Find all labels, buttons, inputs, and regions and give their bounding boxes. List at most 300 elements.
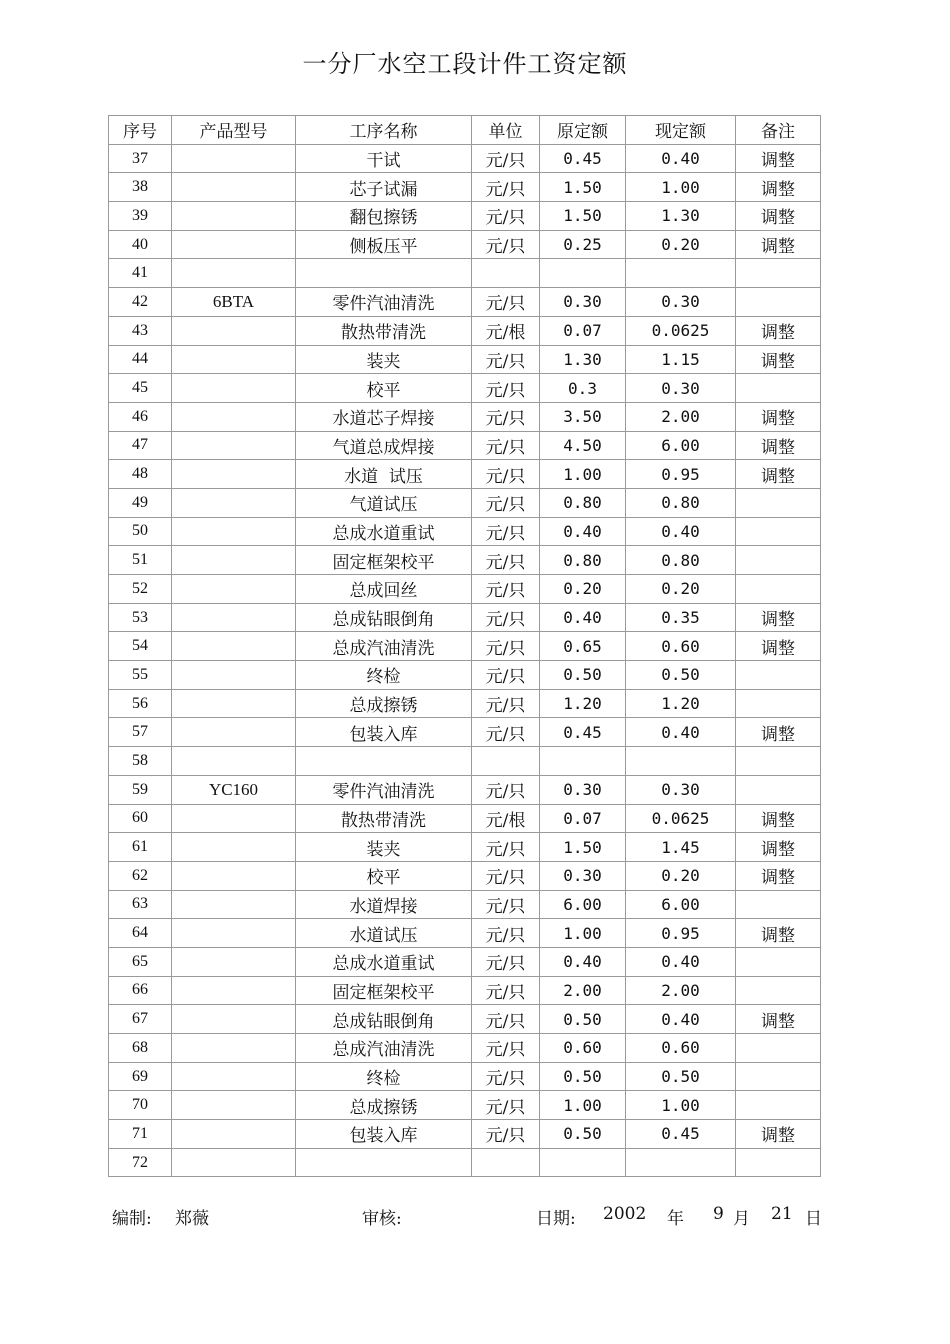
cell-new-quota: 2.00: [626, 402, 736, 431]
cell-old-quota: 0.50: [540, 1062, 626, 1091]
cell-new-quota: 6.00: [626, 890, 736, 919]
cell-new-quota: [626, 259, 736, 288]
table-row: [109, 460, 821, 489]
date-month-unit: 月: [733, 1209, 750, 1229]
cell-seq: 71: [109, 1120, 172, 1149]
cell-unit: 元/根: [472, 316, 540, 345]
cell-new-quota: 0.40: [626, 1005, 736, 1034]
cell-process: 总成汽油清洗: [296, 632, 472, 661]
table-row: [109, 345, 821, 374]
cell-unit: 元/只: [472, 1091, 540, 1120]
cell-old-quota: 6.00: [540, 890, 626, 919]
cell-seq: 57: [109, 718, 172, 747]
cell-unit: 元/只: [472, 144, 540, 173]
table-row: [109, 689, 821, 718]
cell-process: 翻包擦锈: [296, 202, 472, 231]
cell-old-quota: 0.80: [540, 488, 626, 517]
cell-unit: [472, 747, 540, 776]
cell-unit: 元/只: [472, 919, 540, 948]
cell-new-quota: 6.00: [626, 431, 736, 460]
cell-new-quota: 0.50: [626, 1062, 736, 1091]
table-row: [109, 374, 821, 403]
cell-unit: 元/根: [472, 804, 540, 833]
cell-new-quota: 2.00: [626, 976, 736, 1005]
cell-unit: 元/只: [472, 890, 540, 919]
cell-note: 调整: [736, 173, 821, 202]
cell-note: [736, 661, 821, 690]
cell-new-quota: 0.80: [626, 488, 736, 517]
cell-new-quota: 0.40: [626, 517, 736, 546]
cell-model: [172, 661, 296, 690]
cell-unit: 元/只: [472, 947, 540, 976]
cell-process: 固定框架校平: [296, 976, 472, 1005]
cell-process: 总成汽油清洗: [296, 1034, 472, 1063]
cell-seq: 53: [109, 603, 172, 632]
cell-process: 装夹: [296, 833, 472, 862]
cell-unit: 元/只: [472, 689, 540, 718]
cell-old-quota: [540, 1148, 626, 1177]
cell-new-quota: 0.30: [626, 288, 736, 317]
cell-model: [172, 460, 296, 489]
cell-process: 总成钻眼倒角: [296, 1005, 472, 1034]
cell-note: 调整: [736, 718, 821, 747]
cell-unit: 元/只: [472, 1034, 540, 1063]
table-row: [109, 517, 821, 546]
cell-new-quota: [626, 747, 736, 776]
table-row: [109, 976, 821, 1005]
cell-old-quota: 0.80: [540, 546, 626, 575]
table-row: [109, 546, 821, 575]
cell-note: [736, 288, 821, 317]
cell-new-quota: 0.0625: [626, 316, 736, 345]
cell-old-quota: 0.40: [540, 603, 626, 632]
cell-note: 调整: [736, 632, 821, 661]
cell-seq: 47: [109, 431, 172, 460]
date-year: 2002: [603, 1204, 647, 1224]
cell-model: [172, 517, 296, 546]
cell-process: 终检: [296, 1062, 472, 1091]
cell-old-quota: 0.20: [540, 575, 626, 604]
cell-model: [172, 431, 296, 460]
cell-note: [736, 747, 821, 776]
cell-unit: 元/只: [472, 833, 540, 862]
cell-new-quota: 0.30: [626, 374, 736, 403]
table-row: [109, 173, 821, 202]
cell-new-quota: [626, 1148, 736, 1177]
cell-process: 校平: [296, 374, 472, 403]
cell-process: 总成水道重试: [296, 947, 472, 976]
cell-process: 水道芯子焊接: [296, 402, 472, 431]
table-row: [109, 1062, 821, 1091]
cell-unit: [472, 259, 540, 288]
cell-old-quota: 1.50: [540, 173, 626, 202]
cell-model: [172, 632, 296, 661]
cell-seq: 58: [109, 747, 172, 776]
table-row: [109, 230, 821, 259]
cell-old-quota: 1.00: [540, 460, 626, 489]
cell-old-quota: [540, 747, 626, 776]
cell-process: 侧板压平: [296, 230, 472, 259]
cell-note: [736, 1034, 821, 1063]
table-row: [109, 575, 821, 604]
cell-note: 调整: [736, 345, 821, 374]
cell-unit: 元/只: [472, 431, 540, 460]
cell-seq: 52: [109, 575, 172, 604]
cell-seq: 70: [109, 1091, 172, 1120]
cell-process: 校平: [296, 861, 472, 890]
cell-old-quota: 1.00: [540, 919, 626, 948]
header-old-quota: 原定额: [540, 116, 626, 145]
cell-process: 包装入库: [296, 1120, 472, 1149]
cell-unit: 元/只: [472, 661, 540, 690]
header-note: 备注: [736, 116, 821, 145]
table-header-row: [109, 116, 821, 145]
cell-process: 水道焊接: [296, 890, 472, 919]
cell-new-quota: 0.80: [626, 546, 736, 575]
cell-note: 调整: [736, 460, 821, 489]
cell-old-quota: 1.30: [540, 345, 626, 374]
cell-process: 装夹: [296, 345, 472, 374]
cell-unit: [472, 1148, 540, 1177]
cell-old-quota: 0.45: [540, 144, 626, 173]
cell-seq: 62: [109, 861, 172, 890]
cell-note: 调整: [736, 402, 821, 431]
cell-process: 气道总成焊接: [296, 431, 472, 460]
cell-new-quota: 0.20: [626, 861, 736, 890]
cell-unit: 元/只: [472, 288, 540, 317]
table-row: [109, 316, 821, 345]
cell-seq: 55: [109, 661, 172, 690]
cell-process: [296, 1148, 472, 1177]
cell-process: 干试: [296, 144, 472, 173]
cell-note: [736, 689, 821, 718]
cell-seq: 61: [109, 833, 172, 862]
cell-old-quota: 0.25: [540, 230, 626, 259]
date-label: 日期:: [536, 1209, 576, 1229]
cell-old-quota: 0.50: [540, 1120, 626, 1149]
cell-old-quota: 2.00: [540, 976, 626, 1005]
cell-note: [736, 890, 821, 919]
header-model: 产品型号: [172, 116, 296, 145]
date-year-unit: 年: [667, 1209, 684, 1229]
cell-new-quota: 1.45: [626, 833, 736, 862]
table-row: [109, 1005, 821, 1034]
date-day: 21: [771, 1204, 793, 1224]
cell-new-quota: 0.30: [626, 775, 736, 804]
cell-unit: 元/只: [472, 402, 540, 431]
header-seq: 序号: [109, 116, 172, 145]
cell-new-quota: 1.00: [626, 173, 736, 202]
cell-old-quota: 1.00: [540, 1091, 626, 1120]
cell-old-quota: 1.50: [540, 202, 626, 231]
cell-note: 调整: [736, 804, 821, 833]
cell-process: 气道试压: [296, 488, 472, 517]
cell-new-quota: 0.0625: [626, 804, 736, 833]
table-body: [109, 144, 821, 1177]
cell-process: 包装入库: [296, 718, 472, 747]
compiled-name: 郑薇: [175, 1209, 209, 1229]
cell-model: [172, 202, 296, 231]
table-row: [109, 603, 821, 632]
cell-model: [172, 259, 296, 288]
header-unit: 单位: [472, 116, 540, 145]
cell-note: 调整: [736, 230, 821, 259]
cell-model: YC160: [172, 775, 296, 804]
cell-old-quota: 0.45: [540, 718, 626, 747]
cell-unit: 元/只: [472, 718, 540, 747]
cell-unit: 元/只: [472, 575, 540, 604]
cell-process: 终检: [296, 661, 472, 690]
cell-new-quota: 0.40: [626, 947, 736, 976]
cell-model: [172, 603, 296, 632]
cell-note: [736, 775, 821, 804]
cell-old-quota: 0.30: [540, 861, 626, 890]
cell-seq: 46: [109, 402, 172, 431]
cell-unit: 元/只: [472, 173, 540, 202]
cell-seq: 45: [109, 374, 172, 403]
cell-model: 6BTA: [172, 288, 296, 317]
cell-model: [172, 546, 296, 575]
cell-model: [172, 488, 296, 517]
cell-process: 固定框架校平: [296, 546, 472, 575]
cell-note: [736, 374, 821, 403]
cell-new-quota: 0.40: [626, 718, 736, 747]
table-row: [109, 1120, 821, 1149]
cell-new-quota: 0.45: [626, 1120, 736, 1149]
cell-model: [172, 1034, 296, 1063]
table-row: [109, 747, 821, 776]
cell-seq: 64: [109, 919, 172, 948]
header-process: 工序名称: [296, 116, 472, 145]
table-row: [109, 402, 821, 431]
cell-note: [736, 546, 821, 575]
table-row: [109, 1034, 821, 1063]
cell-new-quota: 1.20: [626, 689, 736, 718]
cell-seq: 48: [109, 460, 172, 489]
cell-new-quota: 0.20: [626, 575, 736, 604]
cell-new-quota: 0.95: [626, 460, 736, 489]
cell-seq: 39: [109, 202, 172, 231]
cell-seq: 59: [109, 775, 172, 804]
cell-process: [296, 747, 472, 776]
cell-note: 调整: [736, 316, 821, 345]
cell-unit: 元/只: [472, 488, 540, 517]
cell-old-quota: 1.20: [540, 689, 626, 718]
cell-unit: 元/只: [472, 202, 540, 231]
cell-process: 零件汽油清洗: [296, 775, 472, 804]
compiled-label: 编制:: [112, 1209, 152, 1229]
table-row: [109, 632, 821, 661]
table-row: [109, 947, 821, 976]
table-row: [109, 1148, 821, 1177]
cell-note: 调整: [736, 202, 821, 231]
cell-old-quota: 0.40: [540, 517, 626, 546]
table-row: [109, 144, 821, 173]
cell-model: [172, 861, 296, 890]
cell-seq: 54: [109, 632, 172, 661]
cell-seq: 66: [109, 976, 172, 1005]
cell-process: 总成水道重试: [296, 517, 472, 546]
cell-seq: 67: [109, 1005, 172, 1034]
cell-model: [172, 144, 296, 173]
cell-model: [172, 833, 296, 862]
cell-old-quota: 0.3: [540, 374, 626, 403]
cell-process: 总成擦锈: [296, 689, 472, 718]
cell-new-quota: 0.95: [626, 919, 736, 948]
table-row: [109, 202, 821, 231]
cell-old-quota: 4.50: [540, 431, 626, 460]
cell-model: [172, 575, 296, 604]
cell-note: 调整: [736, 1120, 821, 1149]
cell-note: 调整: [736, 861, 821, 890]
cell-note: [736, 1091, 821, 1120]
cell-note: [736, 575, 821, 604]
cell-process: 零件汽油清洗: [296, 288, 472, 317]
cell-old-quota: [540, 259, 626, 288]
cell-unit: 元/只: [472, 1120, 540, 1149]
cell-note: [736, 1062, 821, 1091]
table-row: [109, 1091, 821, 1120]
cell-note: [736, 259, 821, 288]
cell-model: [172, 402, 296, 431]
date-day-unit: 日: [805, 1209, 822, 1229]
cell-note: [736, 947, 821, 976]
footer: [0, 1204, 950, 1228]
cell-model: [172, 1091, 296, 1120]
cell-new-quota: 1.30: [626, 202, 736, 231]
cell-model: [172, 345, 296, 374]
cell-seq: 56: [109, 689, 172, 718]
review-label: 审核:: [362, 1209, 402, 1229]
cell-model: [172, 804, 296, 833]
cell-process: 总成钻眼倒角: [296, 603, 472, 632]
cell-unit: 元/只: [472, 345, 540, 374]
cell-process: 水道 试压: [296, 460, 472, 489]
cell-new-quota: 1.15: [626, 345, 736, 374]
cell-new-quota: 0.40: [626, 144, 736, 173]
table-row: [109, 288, 821, 317]
cell-old-quota: 3.50: [540, 402, 626, 431]
page-title: 一分厂水空工段计件工资定额: [302, 50, 628, 78]
cell-seq: 38: [109, 173, 172, 202]
table-row: [109, 919, 821, 948]
cell-process: 芯子试漏: [296, 173, 472, 202]
cell-old-quota: 0.65: [540, 632, 626, 661]
cell-seq: 65: [109, 947, 172, 976]
cell-seq: 60: [109, 804, 172, 833]
table-row: [109, 804, 821, 833]
table-row: [109, 890, 821, 919]
cell-model: [172, 1062, 296, 1091]
cell-note: 调整: [736, 431, 821, 460]
cell-unit: 元/只: [472, 1062, 540, 1091]
cell-seq: 42: [109, 288, 172, 317]
cell-new-quota: 1.00: [626, 1091, 736, 1120]
cell-seq: 41: [109, 259, 172, 288]
quota-table: [108, 115, 821, 1177]
cell-model: [172, 374, 296, 403]
cell-note: [736, 488, 821, 517]
cell-model: [172, 976, 296, 1005]
cell-new-quota: 0.20: [626, 230, 736, 259]
cell-old-quota: 0.50: [540, 1005, 626, 1034]
cell-unit: 元/只: [472, 861, 540, 890]
cell-old-quota: 0.40: [540, 947, 626, 976]
cell-model: [172, 919, 296, 948]
cell-process: 散热带清洗: [296, 316, 472, 345]
cell-unit: 元/只: [472, 976, 540, 1005]
table-row: [109, 718, 821, 747]
cell-model: [172, 890, 296, 919]
cell-old-quota: 0.60: [540, 1034, 626, 1063]
cell-model: [172, 173, 296, 202]
cell-unit: 元/只: [472, 546, 540, 575]
cell-process: 总成回丝: [296, 575, 472, 604]
cell-old-quota: 0.30: [540, 288, 626, 317]
cell-note: 调整: [736, 919, 821, 948]
cell-seq: 68: [109, 1034, 172, 1063]
cell-note: [736, 976, 821, 1005]
cell-seq: 40: [109, 230, 172, 259]
cell-new-quota: 0.60: [626, 1034, 736, 1063]
table-row: [109, 431, 821, 460]
table-row: [109, 661, 821, 690]
cell-note: 调整: [736, 1005, 821, 1034]
cell-model: [172, 747, 296, 776]
cell-unit: 元/只: [472, 603, 540, 632]
cell-model: [172, 1005, 296, 1034]
cell-note: 调整: [736, 603, 821, 632]
cell-old-quota: 0.07: [540, 316, 626, 345]
cell-seq: 72: [109, 1148, 172, 1177]
cell-unit: 元/只: [472, 775, 540, 804]
cell-unit: 元/只: [472, 632, 540, 661]
cell-note: 调整: [736, 144, 821, 173]
date-month: 9: [713, 1204, 724, 1224]
cell-note: [736, 517, 821, 546]
cell-note: 调整: [736, 833, 821, 862]
cell-seq: 50: [109, 517, 172, 546]
cell-model: [172, 1148, 296, 1177]
cell-seq: 49: [109, 488, 172, 517]
cell-model: [172, 947, 296, 976]
cell-new-quota: 0.50: [626, 661, 736, 690]
cell-note: [736, 1148, 821, 1177]
cell-unit: 元/只: [472, 1005, 540, 1034]
header-new-quota: 现定额: [626, 116, 736, 145]
cell-model: [172, 230, 296, 259]
cell-model: [172, 1120, 296, 1149]
table-row: [109, 833, 821, 862]
cell-model: [172, 316, 296, 345]
cell-model: [172, 689, 296, 718]
cell-unit: 元/只: [472, 460, 540, 489]
cell-seq: 51: [109, 546, 172, 575]
cell-process: 散热带清洗: [296, 804, 472, 833]
table-row: [109, 488, 821, 517]
table-row: [109, 775, 821, 804]
cell-unit: 元/只: [472, 517, 540, 546]
cell-seq: 63: [109, 890, 172, 919]
cell-old-quota: 0.50: [540, 661, 626, 690]
cell-old-quota: 0.30: [540, 775, 626, 804]
cell-seq: 43: [109, 316, 172, 345]
cell-process: [296, 259, 472, 288]
cell-old-quota: 1.50: [540, 833, 626, 862]
table-row: [109, 861, 821, 890]
cell-new-quota: 0.60: [626, 632, 736, 661]
cell-seq: 44: [109, 345, 172, 374]
